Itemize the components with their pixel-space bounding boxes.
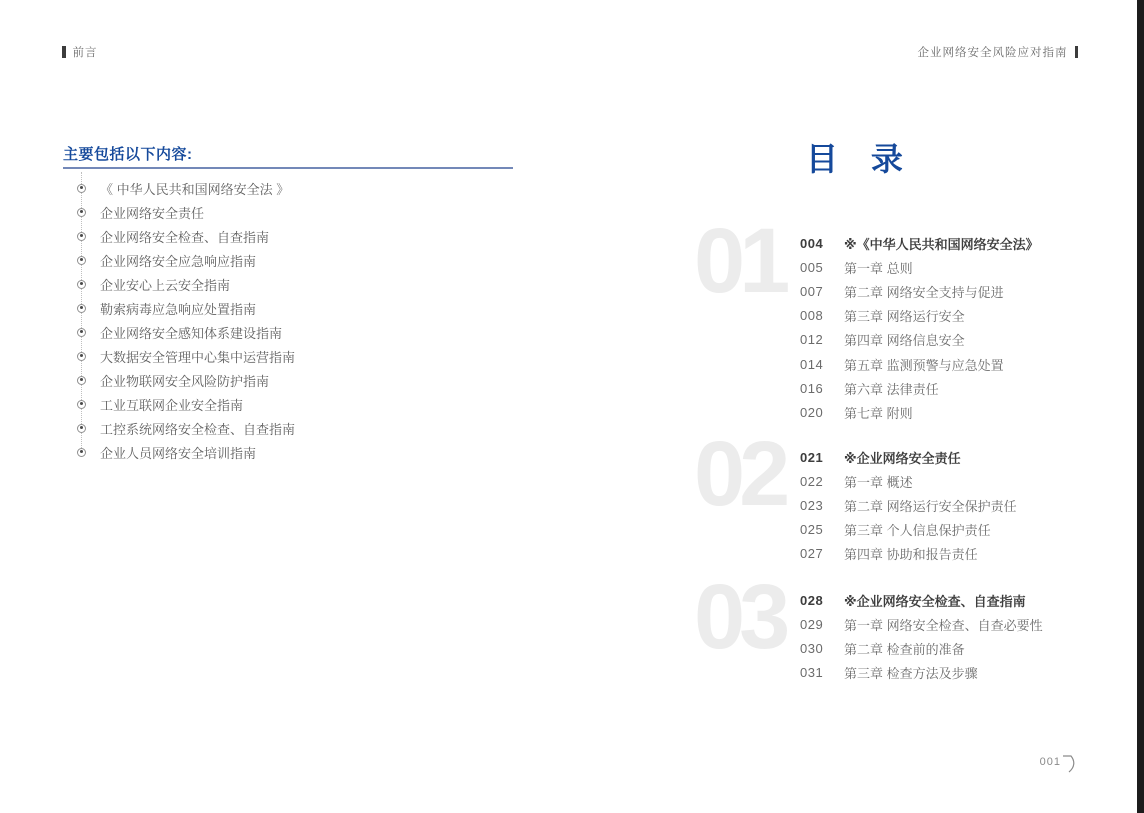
list-item [63, 248, 523, 272]
toc-entry-title: 第一章 网络安全检查、自查必要性 [844, 617, 1043, 633]
toc-entry-title: 第一章 概述 [844, 474, 913, 490]
toc-entry [800, 279, 1100, 303]
list-item-label: 企业人员网络安全培训指南 [100, 445, 257, 461]
header-left-title: 前言 [72, 47, 98, 59]
toc-entry-page: 007 [800, 283, 824, 299]
list-item [63, 368, 523, 392]
heading-underline [63, 167, 513, 169]
toc-entry [800, 445, 1100, 469]
toc-entry [800, 400, 1100, 424]
list-item-label: 企业网络安全应急响应指南 [100, 253, 257, 269]
list-item-label: 企业网络安全检查、自查指南 [100, 229, 270, 245]
toc-entry [800, 352, 1100, 376]
list-item [63, 224, 523, 248]
toc-entry [800, 612, 1100, 636]
target-bullet-icon [77, 184, 86, 193]
list-item-label: 企业安心上云安全指南 [100, 277, 231, 293]
toc-entry-page: 020 [800, 404, 824, 420]
list-item [63, 296, 523, 320]
toc-entry [800, 636, 1100, 660]
toc-entry-page: 022 [800, 473, 824, 489]
page-header-right [918, 44, 1079, 60]
toc-section [800, 588, 1100, 685]
toc-entry-page: 012 [800, 332, 824, 348]
page-edge-strip [1137, 0, 1144, 813]
list-item-label: 企业物联网安全风险防护指南 [100, 373, 270, 389]
toc-entry-page: 004 [800, 235, 824, 251]
header-right-title: 企业网络安全风险应对指南 [917, 47, 1068, 59]
toc-entry-page: 027 [800, 546, 824, 562]
toc-section [800, 445, 1100, 566]
footer-page-number: 001 [1039, 756, 1061, 768]
list-item [63, 320, 523, 344]
left-panel-heading: 主要包括以下内容: [63, 146, 193, 163]
toc-entry-title: 第一章 总则 [844, 260, 913, 276]
list-item [63, 176, 523, 200]
toc-entry-title: 第六章 法律责任 [844, 381, 939, 397]
toc-entry-page: 023 [800, 497, 824, 513]
toc-entry-title: 第三章 个人信息保护责任 [844, 523, 991, 539]
toc-entry-title: 第三章 检查方法及步骤 [844, 666, 978, 682]
section-number-watermark: 02 [694, 423, 785, 525]
toc-entry [800, 304, 1100, 328]
header-divider-bar [62, 46, 66, 58]
toc-entry-title: ※《中华人民共和国网络安全法》 [844, 236, 1039, 252]
toc-entry [800, 493, 1100, 517]
toc-entry-page: 028 [800, 592, 824, 608]
toc-entry-page: 008 [800, 308, 824, 324]
toc-entry [800, 376, 1100, 400]
list-item-label: 勒索病毒应急响应处置指南 [100, 301, 257, 317]
section-number-watermark: 01 [694, 210, 785, 312]
toc-entry-page: 029 [800, 616, 824, 632]
target-bullet-icon [77, 376, 86, 385]
toc-entry [800, 518, 1100, 542]
toc-entry [800, 469, 1100, 493]
toc-entry-title: 第三章 网络运行安全 [844, 309, 965, 325]
list-item [63, 392, 523, 416]
toc-entry [800, 255, 1100, 279]
target-bullet-icon [77, 400, 86, 409]
target-bullet-icon [77, 352, 86, 361]
page-header-left [62, 44, 98, 60]
list-item-label: 工业互联网企业安全指南 [100, 397, 244, 413]
page-corner-bracket-icon [1062, 752, 1078, 777]
toc-entry [800, 588, 1100, 612]
toc-entry-title: 第四章 协助和报告责任 [844, 547, 978, 563]
target-bullet-icon [77, 280, 86, 289]
toc-entry-page: 005 [800, 259, 824, 275]
toc-entry [800, 661, 1100, 685]
toc-entry-title: 第二章 检查前的准备 [844, 641, 965, 657]
toc-entry-page: 021 [800, 449, 824, 465]
toc-entry-title: ※企业网络安全检查、自查指南 [844, 593, 1026, 609]
target-bullet-icon [77, 208, 86, 217]
list-item-label: 《 中华人民共和国网络安全法 》 [100, 181, 290, 197]
list-item-label: 工控系统网络安全检查、自查指南 [100, 421, 296, 437]
header-divider-bar [1075, 46, 1079, 58]
toc-entry-page: 030 [800, 640, 824, 656]
target-bullet-icon [77, 232, 86, 241]
toc-entry-title: 第二章 网络安全支持与促进 [844, 284, 1004, 300]
toc-entry [800, 328, 1100, 352]
list-item [63, 416, 523, 440]
list-item [63, 200, 523, 224]
toc-entry-page: 014 [800, 356, 824, 372]
list-item [63, 272, 523, 296]
list-item-label: 企业网络安全责任 [100, 205, 205, 221]
toc-entry [800, 542, 1100, 566]
toc-entry-title: 第五章 监测预警与应急处置 [844, 357, 1004, 373]
list-item [63, 440, 523, 464]
target-bullet-icon [77, 424, 86, 433]
toc-title: 目 录 [806, 141, 915, 177]
page-footer [1040, 752, 1078, 777]
target-bullet-icon [77, 256, 86, 265]
toc-section [800, 231, 1100, 425]
toc-entry-page: 031 [800, 665, 824, 681]
target-bullet-icon [77, 328, 86, 337]
toc-entry-title: 第二章 网络运行安全保护责任 [844, 498, 1017, 514]
toc-entry-page: 016 [800, 380, 824, 396]
list-item-label: 企业网络安全感知体系建设指南 [100, 325, 283, 341]
toc-entry-page: 025 [800, 522, 824, 538]
list-item [63, 344, 523, 368]
section-number-watermark: 03 [694, 566, 785, 668]
target-bullet-icon [77, 448, 86, 457]
toc-entry [800, 231, 1100, 255]
toc-entry-title: 第七章 附则 [844, 405, 913, 421]
contents-list [63, 176, 523, 464]
target-bullet-icon [77, 304, 86, 313]
toc-entry-title: ※企业网络安全责任 [844, 450, 961, 466]
list-item-label: 大数据安全管理中心集中运营指南 [100, 349, 296, 365]
toc-entry-title: 第四章 网络信息安全 [844, 333, 965, 349]
